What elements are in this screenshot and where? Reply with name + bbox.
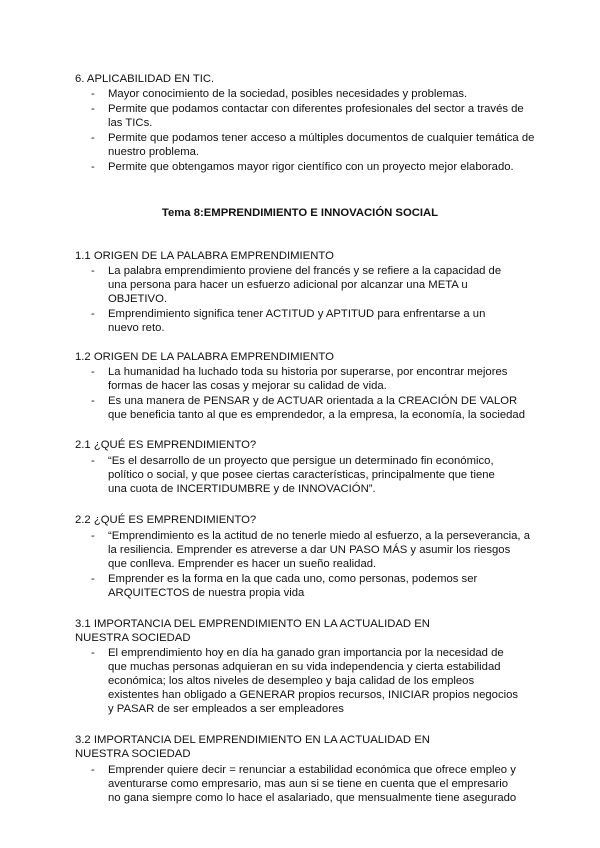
bullet-text: Permite que podamos tener acceso a múltiples documentos de cualquier temática de bbox=[108, 132, 535, 144]
bullet-text: Permite que obtengamos mayor rigor científico con un proyecto mejor elaborado. bbox=[108, 161, 514, 173]
bullet-dash: - bbox=[91, 132, 95, 144]
bullet-text: aventurarse como empresario, mas aun si se tiene en cuenta que el empresario bbox=[108, 778, 508, 790]
bullet-text: Mayor conocimiento de la sociedad, posibles necesidades y problemas. bbox=[108, 88, 468, 100]
section-heading: 1.2 ORIGEN DE LA PALABRA EMPRENDIMIENTO bbox=[75, 351, 334, 363]
bullet-dash: - bbox=[91, 366, 95, 378]
bullet-text: La palabra emprendimiento proviene del francés y se refiere a la capacidad de bbox=[108, 265, 502, 277]
bullet-text: “Es el desarrollo de un proyecto que persigue un determinado fin económico, bbox=[108, 455, 494, 467]
section-heading: 6. APLICABILIDAD EN TIC. bbox=[75, 73, 215, 85]
bullet-text: La humanidad ha luchado toda su historia por superarse, por encontrar mejores bbox=[108, 366, 508, 378]
bullet-text: político o social, y que posee ciertas características, principalmente que tiene bbox=[108, 469, 495, 481]
bullet-text: nuevo reto. bbox=[108, 322, 165, 334]
bullet-text: que muchas personas adquieran en su vida independencia y cierta estabilidad bbox=[108, 661, 501, 673]
bullet-text: y PASAR de ser empleados a ser empleadores bbox=[108, 703, 344, 715]
bullet-dash: - bbox=[91, 395, 95, 407]
topic-title: Tema 8:EMPRENDIMIENTO E INNOVACIÓN SOCIAL bbox=[161, 207, 439, 219]
bullet-text: formas de hacer las cosas y mejorar su calidad de vida. bbox=[108, 380, 387, 392]
bullet-text: no gana siempre como lo hace el asalariado, que mensualmente tiene asegurado bbox=[108, 792, 517, 804]
bullet-text: ARQUITECTOS de nuestra propia vida bbox=[108, 587, 305, 599]
section-heading: 3.1 IMPORTANCIA DEL EMPRENDIMIENTO EN LA ACTUALIDAD EN bbox=[75, 618, 430, 630]
bullet-dash: - bbox=[91, 103, 95, 115]
bullet-dash: - bbox=[91, 161, 95, 173]
bullet-text: que conlleva. Emprender es hacer un sueño realidad. bbox=[108, 558, 377, 570]
section-heading: NUESTRA SOCIEDAD bbox=[75, 632, 191, 644]
bullet-dash: - bbox=[91, 308, 95, 320]
section-heading: 2.1 ¿QUÉ ES EMPRENDIMIENTO? bbox=[75, 439, 257, 451]
bullet-text: existentes han obligado a GENERAR propios recursos, INICIAR propios negocios bbox=[108, 689, 519, 701]
bullet-dash: - bbox=[91, 530, 95, 542]
bullet-text: las TICs. bbox=[108, 117, 153, 129]
bullet-dash: - bbox=[91, 265, 95, 277]
bullet-text: Es una manera de PENSAR y de ACTUAR orientada a la CREACIÓN DE VALOR bbox=[108, 395, 518, 407]
section-heading: 1.1 ORIGEN DE LA PALABRA EMPRENDIMIENTO bbox=[75, 250, 334, 262]
section-heading: 2.2 ¿QUÉ ES EMPRENDIMIENTO? bbox=[75, 514, 257, 526]
bullet-text: Emprender quiere decir = renunciar a estabilidad económica que ofrece empleo y bbox=[108, 764, 516, 776]
bullet-text: que beneficia tanto al que es emprendedor, a la empresa, la economía, la sociedad bbox=[108, 409, 526, 421]
bullet-text: Emprendimiento significa tener ACTITUD y APTITUD para enfrentarse a un bbox=[108, 308, 486, 320]
bullet-dash: - bbox=[91, 455, 95, 467]
bullet-text: Emprender es la forma en la que cada uno, como personas, podemos ser bbox=[108, 573, 478, 585]
bullet-text: una persona para hacer un esfuerzo adicional por alcanzar una META u bbox=[108, 279, 468, 291]
bullet-text: El emprendimiento hoy en día ha ganado gran importancia por la necesidad de bbox=[108, 647, 504, 659]
bullet-text: OBJETIVO. bbox=[108, 293, 168, 305]
bullet-dash: - bbox=[91, 573, 95, 585]
bullet-dash: - bbox=[91, 647, 95, 659]
bullet-text: Permite que podamos contactar con diferentes profesionales del sector a través de bbox=[108, 103, 524, 115]
bullet-text: una cuota de INCERTIDUMBRE y de INNOVACIÓN”. bbox=[108, 483, 376, 495]
section-heading: NUESTRA SOCIEDAD bbox=[75, 748, 191, 760]
bullet-dash: - bbox=[91, 764, 95, 776]
bullet-text: “Emprendimiento es la actitud de no tenerle miedo al esfuerzo, a la perseverancia, a bbox=[108, 530, 530, 542]
bullet-text: nuestro problema. bbox=[108, 146, 200, 158]
bullet-dash: - bbox=[91, 88, 95, 100]
bullet-text: la resiliencia. Emprender es atreverse a dar UN PASO MÁS y asumir los riesgos bbox=[108, 544, 511, 556]
section-heading: 3.2 IMPORTANCIA DEL EMPRENDIMIENTO EN LA ACTUALIDAD EN bbox=[75, 734, 430, 746]
bullet-text: económica; los altos niveles de desempleo y baja calidad de los empleos bbox=[108, 675, 475, 687]
